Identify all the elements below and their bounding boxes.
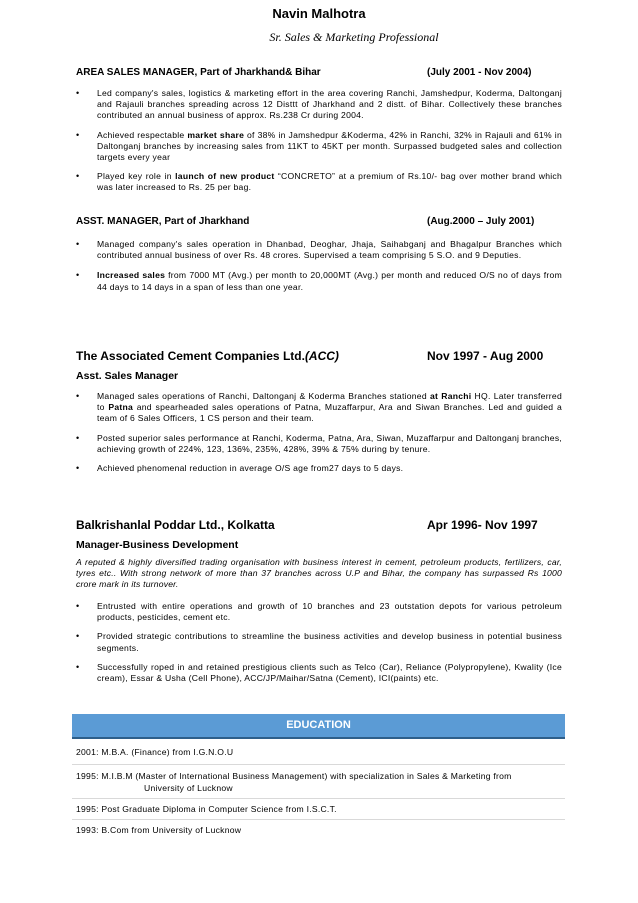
list-item: • Achieved respectable market share of 38% in Jamshedpur &Koderma, 42% in Ranchi, 32% in Rajauli and 61% in Daltonganj branches by increasing sales from 11KT to 45KT per month. Surpassed budgeted sales and collection targets every year — [76, 129, 562, 163]
list-item: • Achieved phenomenal reduction in average O/S age from27 days to 5 days. — [76, 463, 404, 474]
company-heading — [76, 349, 566, 363]
list-item: • Entrusted with entire operations and growth of 10 branches and 23 outstation depots for various petroleum products, pesticides, cement etc. — [76, 601, 562, 623]
bullet-icon: • — [76, 129, 80, 140]
list-item: • Managed sales operations of Ranchi, Daltonganj & Koderma Branches stationed at Ranchi HQ. Later transferred to Patna and spearheaded sales operations of Patna, Muzaffarpur, Ara and Siwan Branches. Led and guided a team of 6 Sales Officers, 1 CS person and their team. — [76, 391, 562, 424]
bullet-icon: • — [76, 171, 80, 182]
company-description: A reputed & highly diversified trading organisation with business interest in cement, petroleum products, fertilizers, car, tyres etc.. With strong network of more than 37 branches across U.P and Bihar, the company has surpassed Rs 1000 crore mark in its turnover. — [76, 557, 562, 590]
job-bullets — [76, 391, 562, 474]
bullet-icon: • — [76, 391, 80, 401]
education-item: 1993: B.Com from University of Lucknow — [76, 825, 242, 835]
divider — [72, 764, 565, 765]
list-item: • Increased sales from 7000 MT (Avg.) per month to 20,000MT (Avg.) per month and reduced O/S no of days from 44 days to 14 days in a span of less than one year. — [76, 270, 562, 292]
job-title: ASST. MANAGER, Part of Jharkhand — [76, 216, 250, 227]
job-dates: Nov 1997 - Aug 2000 — [427, 349, 544, 363]
bullet-icon: • — [76, 601, 80, 611]
bullet-icon: • — [76, 270, 80, 281]
education-heading: EDUCATION — [72, 714, 565, 739]
job-title: AREA SALES MANAGER, Part of Jharkhand& Bihar — [76, 67, 321, 78]
job-heading — [76, 67, 566, 78]
role-title: Asst. Sales Manager — [76, 370, 179, 382]
job-bullets — [76, 88, 562, 194]
bullet-icon: • — [76, 661, 80, 672]
bullet-icon: • — [76, 88, 80, 98]
bullet-icon: • — [76, 463, 80, 474]
company-name: The Associated Cement Companies Ltd. — [76, 349, 305, 363]
list-item: • Provided strategic contributions to streamline the business activities and develop business in potential business segments. — [76, 631, 562, 653]
job-dates: (Aug.2000 – July 2001) — [427, 216, 535, 227]
job-dates: Apr 1996- Nov 1997 — [427, 518, 538, 532]
divider — [72, 798, 565, 799]
job-heading — [76, 216, 566, 227]
job-bullets — [76, 601, 562, 684]
bullet-icon: • — [76, 432, 80, 443]
company-suffix: (ACC) — [304, 349, 339, 363]
candidate-title: Sr. Sales & Marketing Professional — [269, 30, 439, 44]
divider — [72, 819, 565, 820]
job-dates: (July 2001 - Nov 2004) — [427, 67, 532, 78]
bullet-icon: • — [76, 239, 80, 249]
company-name: Balkrishanlal Poddar Ltd., Kolkatta — [76, 518, 275, 532]
role-title: Manager-Business Development — [76, 539, 239, 551]
list-item: • Led company's sales, logistics & marketing effort in the area covering Ranchi, Jamshedpur, Koderma, Daltonganj and Rajauli branches spreading across 12 Disttt of Jharkhand and 2 distt. of Bihar. Collectively these branches contributed an annual business of approx. Rs.238 Cr during 2004. — [76, 88, 562, 121]
education-item: 2001: M.B.A. (Finance) from I.G.N.O.U — [76, 747, 234, 757]
list-item: • Managed company's sales operation in Dhanbad, Deoghar, Jhaja, Saihabganj and Bhagalpur Branches which contributed annual business of over Rs. 48 crores. Supervised a team comprising 5 S.O. and 9 Deputies. — [76, 239, 562, 261]
list-item: • Played key role in launch of new product “CONCRETO” at a premium of Rs.10/- bag over mother brand which was later increased to Rs. 25 per bag. — [76, 171, 563, 193]
education-item: 1995: Post Graduate Diploma in Computer Science from I.S.C.T. — [76, 804, 337, 814]
list-item: • Posted superior sales performance at Ranchi, Koderma, Patna, Ara, Siwan, Muzaffarpur and Daltonganj branches, achieving growth of 224%, 123, 136%, 235%, 428%, 39% & 75% during by tenure. — [76, 432, 562, 454]
candidate-name: Navin Malhotra — [272, 6, 366, 21]
education-item: 1995: M.I.B.M (Master of International Business Management) with specialization in Sales & Marketing from University of Lucknow — [76, 771, 512, 793]
company-heading — [76, 518, 566, 532]
list-item: • Successfully roped in and retained prestigious clients such as Telco (Car), Reliance (Polypropylene), Kwality (Ice cream), Essar & Usha (Cell Phone), ACC/JP/Maihar/Satna (Cement), ICI(paints) etc. — [76, 661, 562, 684]
bullet-icon: • — [76, 631, 80, 642]
job-bullets — [76, 239, 562, 293]
